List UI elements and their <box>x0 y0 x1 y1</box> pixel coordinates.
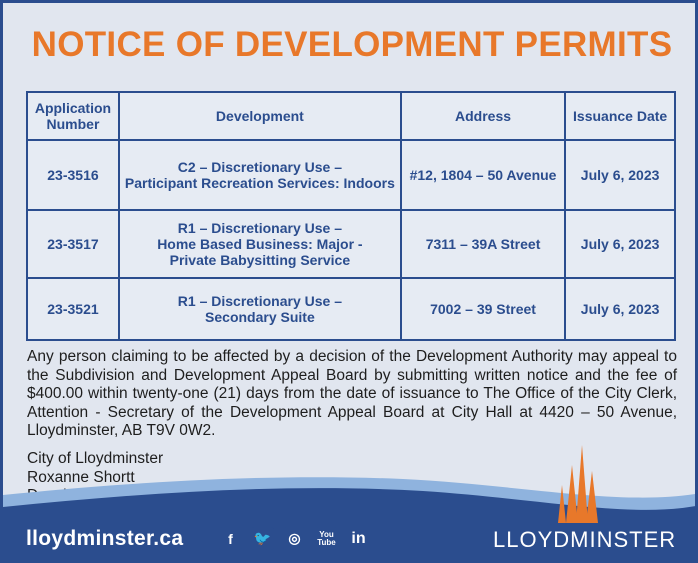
brand-wordmark: LLOYDMINSTER <box>493 527 677 552</box>
signature-name: Roxanne Shortt <box>27 468 135 486</box>
development-cell: R1 – Discretionary Use – Home Based Business: Major - Private Babysitting Service <box>119 210 401 278</box>
table-row <box>27 278 675 340</box>
permits-table <box>26 91 676 341</box>
appeal-notice-text: Any person claiming to be affected by a decision of the Development Authority may appeal to the Subdivision and Development Appeal Board by submitting written notice and the fee of $400.00 within twenty-one (21) days from the date of issuance to The Office of the City Clerk, Attention - Secretary of the Development Appeal Board at City Hall at 4420 – 50 Avenue, Lloydminster, AB T9V 0W2. <box>27 348 677 439</box>
instagram-icon[interactable]: ◎ <box>283 527 306 550</box>
issuance-date-cell: July 6, 2023 <box>565 210 675 278</box>
address-cell: #12, 1804 – 50 Avenue <box>401 140 565 210</box>
development-cell: R1 – Discretionary Use – Secondary Suite <box>119 278 401 340</box>
youtube-icon[interactable]: You Tube <box>315 527 338 550</box>
issuance-date-cell: July 6, 2023 <box>565 140 675 210</box>
header-issuance-date: Issuance Date <box>565 92 675 140</box>
header-application-number: Application Number <box>27 92 119 140</box>
table-row <box>27 210 675 278</box>
address-cell: 7311 – 39A Street <box>401 210 565 278</box>
header-development: Development <box>119 92 401 140</box>
twitter-icon[interactable]: 🐦 <box>251 527 274 550</box>
social-icons <box>219 527 370 551</box>
application-number-cell: 23-3517 <box>27 210 119 278</box>
address-cell: 7002 – 39 Street <box>401 278 565 340</box>
website-link[interactable]: lloydminster.ca <box>26 527 184 550</box>
issuance-date-cell: July 6, 2023 <box>565 278 675 340</box>
lloydminster-logo-icon <box>548 435 608 523</box>
application-number-cell: 23-3516 <box>27 140 119 210</box>
facebook-icon[interactable]: f <box>219 527 242 550</box>
header-address: Address <box>401 92 565 140</box>
signature-city: City of Lloydminster <box>27 450 164 467</box>
development-cell: C2 – Discretionary Use – Participant Recreation Services: Indoors <box>119 140 401 210</box>
application-number-cell: 23-3521 <box>27 278 119 340</box>
linkedin-icon[interactable]: in <box>351 529 366 547</box>
notice-title: NOTICE OF DEVELOPMENT PERMITS <box>31 25 673 64</box>
table-row <box>27 140 675 210</box>
table-header-row <box>27 92 675 140</box>
